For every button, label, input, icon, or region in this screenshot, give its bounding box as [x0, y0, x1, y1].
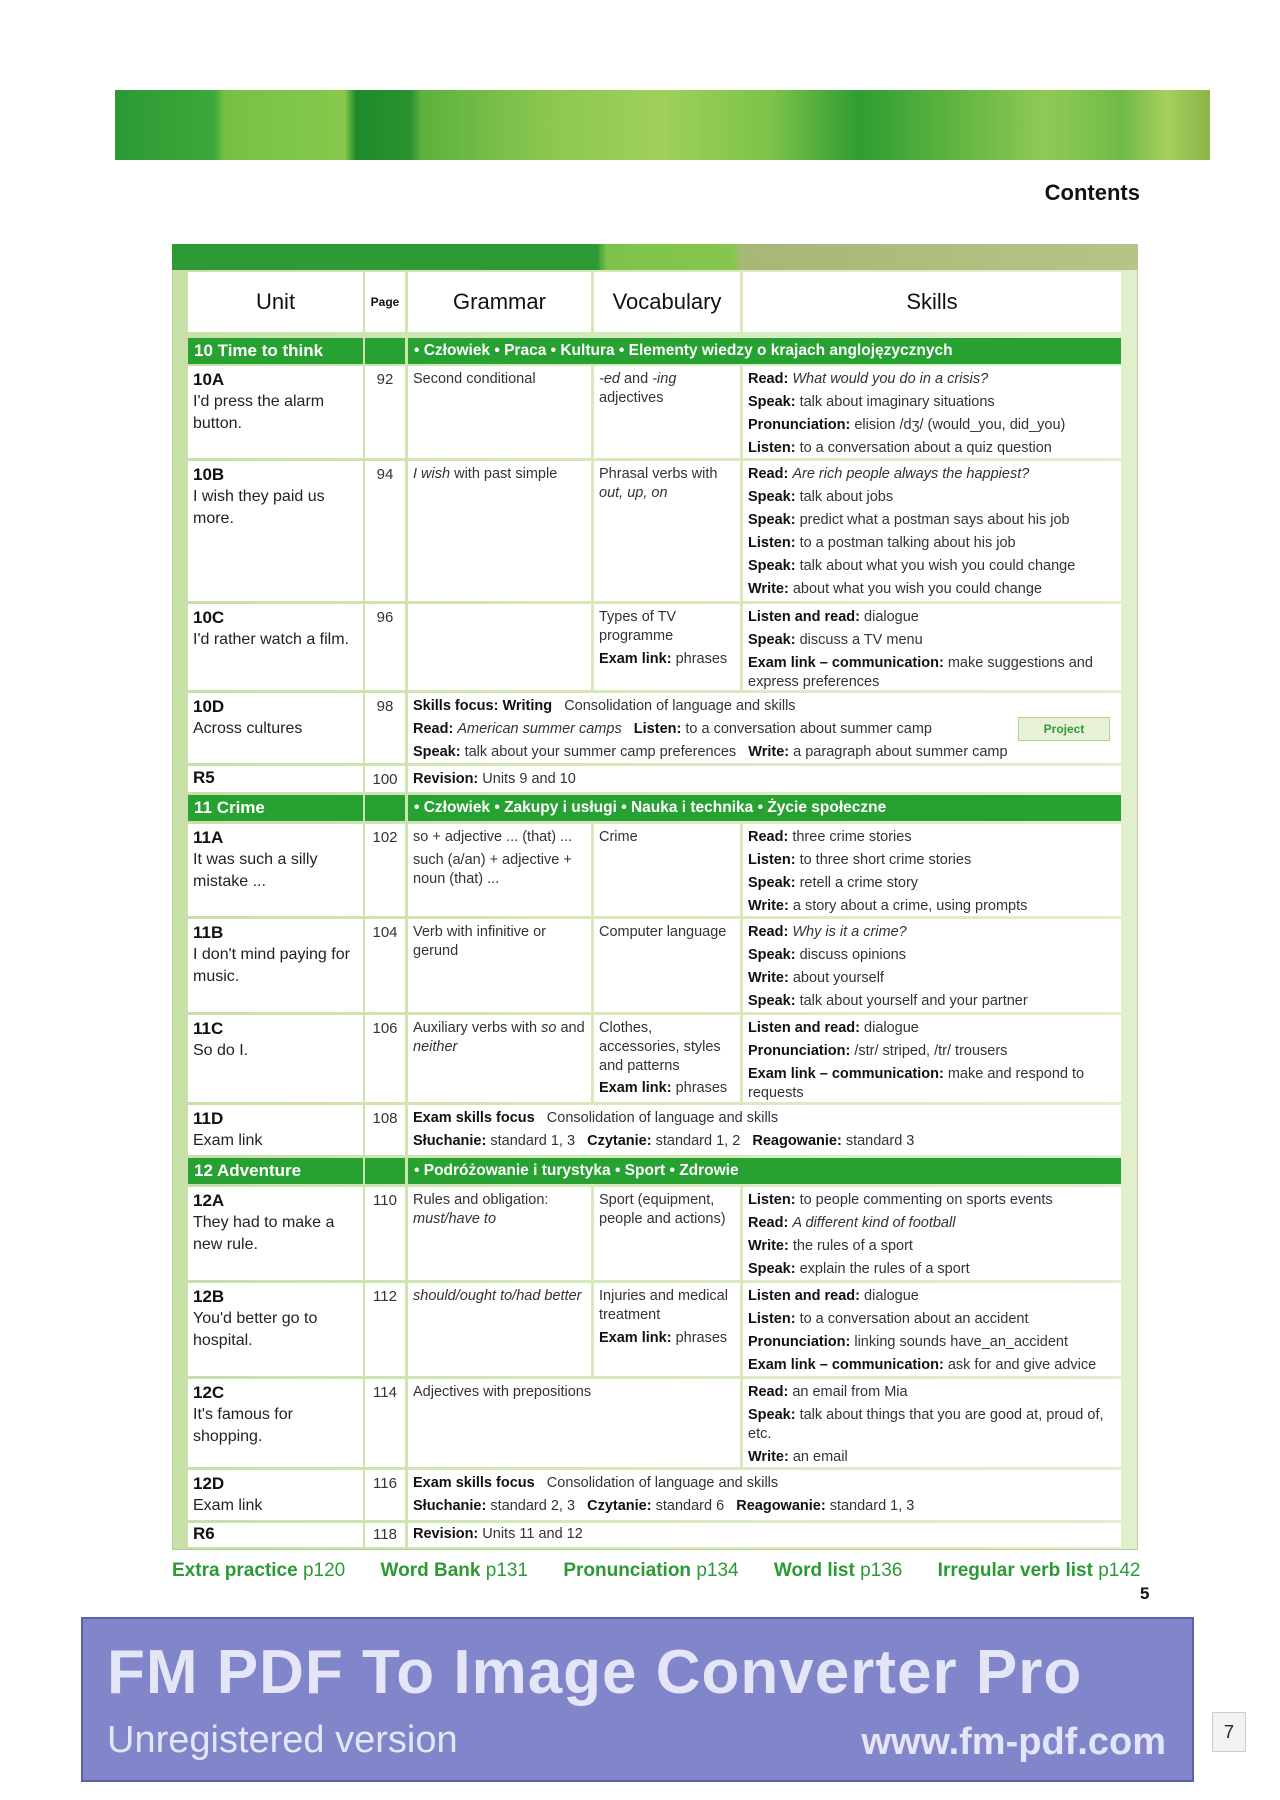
skill-label: Speak: [748, 875, 796, 891]
unit-title: You'd better go to hospital. [193, 1310, 318, 1349]
skill-label: Reagowanie: [736, 1498, 826, 1514]
skill-text: /str/ striped, /tr/ trousers [854, 1043, 1008, 1059]
skill-text: discuss opinions [799, 947, 906, 963]
watermark-title: FM PDF To Image Converter Pro [107, 1638, 1083, 1707]
skill-text: A different kind of football [792, 1215, 956, 1231]
skill-label: Read: [748, 1215, 789, 1231]
skill-label: Write: [748, 1238, 789, 1254]
unit-code: 10D [193, 697, 225, 716]
skill-line [748, 631, 1116, 650]
skill-line [748, 969, 1116, 988]
unit-code: 12C [193, 1383, 225, 1402]
footer-links [172, 1560, 1155, 1582]
skill-text: talk about yourself and your partner [799, 993, 1028, 1009]
skill-label: Exam link – communication: [748, 1357, 944, 1373]
skill-line [748, 488, 1116, 507]
grammar-text: Rules and obligation: [413, 1192, 549, 1208]
grammar-cell [408, 1283, 591, 1376]
skills-focus-line [413, 743, 1116, 762]
page-number-cell[interactable]: 106 [365, 1015, 405, 1102]
vocabulary-cell [594, 1283, 740, 1376]
skill-text: dialogue [864, 1020, 919, 1036]
skill-line [748, 580, 1116, 599]
skill-line [748, 370, 1116, 389]
footer-link-pronunciation[interactable] [563, 1560, 753, 1581]
skill-line [748, 511, 1116, 530]
skill-line [748, 946, 1116, 965]
project-tag[interactable]: Project [1018, 717, 1110, 741]
unit-cell [188, 766, 363, 792]
skill-label: Speak: [748, 947, 796, 963]
skill-line [748, 897, 1116, 916]
skill-line [748, 1333, 1116, 1352]
skill-label: Write: [748, 744, 790, 760]
section-page-spacer [365, 795, 405, 821]
skill-label: Read: [748, 829, 789, 845]
vocab-text: Types of TV programme [599, 609, 677, 644]
skill-text: Are rich people always the happiest? [792, 466, 1030, 482]
skill-label: Speak: [748, 632, 796, 648]
skill-label: Read: [748, 1384, 789, 1400]
skill-text: talk about jobs [799, 489, 894, 505]
unit-cell [188, 461, 363, 601]
skill-label: Listen: [748, 852, 796, 868]
skill-label: Listen: [748, 535, 796, 551]
exam-skills-cell [408, 1470, 1121, 1520]
revision-label: Revision: [413, 771, 479, 787]
decorative-green-banner [115, 90, 1210, 160]
unit-cell [188, 1283, 363, 1376]
section-themes-12: • Podróżowanie i turystyka • Sport • Zdrowie [408, 1158, 1121, 1184]
unit-code: 10B [193, 465, 225, 484]
skill-text: three crime stories [792, 829, 912, 845]
skills-cell [743, 604, 1121, 690]
exam-skills-line [413, 1497, 1116, 1516]
skill-line [748, 1383, 1116, 1402]
skills-focus-line [413, 720, 1116, 739]
skill-text: make suggestions and express preferences [748, 655, 1093, 690]
page-number-cell[interactable]: 114 [365, 1379, 405, 1467]
column-header-page: Page [365, 272, 405, 332]
skills-focus-label: Skills focus: Writing [413, 698, 553, 714]
skill-line [748, 828, 1116, 847]
skills-focus-line [413, 697, 1116, 716]
skill-line [748, 1287, 1116, 1306]
unit-title: I'd press the alarm button. [193, 393, 325, 432]
vocab-text: Phrasal verbs with [599, 466, 718, 482]
skill-text: the rules of a sport [792, 1238, 913, 1254]
skill-text: about yourself [792, 970, 884, 986]
skill-text: talk about your summer camp preferences [464, 744, 737, 760]
grammar-cell: Adjectives with prepositions [408, 1379, 740, 1467]
skill-label: Czytanie: [587, 1498, 652, 1514]
unit-cell [188, 1470, 363, 1520]
footer-link-label: Word Bank [380, 1560, 481, 1581]
skill-text: Why is it a crime? [792, 924, 907, 940]
unit-title: I wish they paid us more. [193, 488, 325, 527]
skill-text: to three short crime stories [799, 852, 972, 868]
vocab-text: adjectives [599, 390, 664, 406]
unit-cell [188, 604, 363, 690]
column-header-skills: Skills [743, 272, 1121, 332]
exam-link-line [599, 650, 735, 669]
unit-cell [188, 1379, 363, 1467]
skill-line [748, 1019, 1116, 1038]
skill-text: standard 1, 3 [829, 1498, 915, 1514]
unit-cell [188, 366, 363, 458]
page-number-cell[interactable]: 116 [365, 1470, 405, 1520]
skill-text: a story about a crime, using prompts [792, 898, 1028, 914]
skill-line [748, 1406, 1116, 1444]
unit-code: 11C [193, 1019, 224, 1038]
vocabulary-cell [594, 366, 740, 458]
grammar-cell [408, 824, 591, 916]
column-header-grammar: Grammar [408, 272, 591, 332]
grammar-cell [408, 604, 591, 690]
skill-line [748, 465, 1116, 484]
footer-link-label: Pronunciation [563, 1560, 692, 1581]
unit-code: R6 [193, 1524, 215, 1543]
page-number-cell[interactable]: 98 [365, 693, 405, 763]
page-number-cell[interactable]: 110 [365, 1187, 405, 1280]
skill-text: dialogue [864, 609, 919, 625]
skill-label: Pronunciation: [748, 1043, 851, 1059]
page-number-cell[interactable]: 112 [365, 1283, 405, 1376]
page-number-cell[interactable]: 92 [365, 366, 405, 458]
skill-label: Speak: [748, 1261, 796, 1277]
skill-text: to a postman talking about his job [799, 535, 1016, 551]
grammar-term: should/ought to/had better [413, 1288, 582, 1304]
unit-cell [188, 1015, 363, 1102]
skill-label: Listen: [748, 1311, 796, 1327]
skill-text: standard 6 [655, 1498, 725, 1514]
unit-title: I don't mind paying for music. [193, 946, 350, 985]
skills-cell [743, 919, 1121, 1012]
skill-text: an email [792, 1449, 848, 1465]
skill-line [748, 1310, 1116, 1329]
skill-line [748, 874, 1116, 893]
grammar-cell: Verb with infinitive or gerund [408, 919, 591, 1012]
skill-text: linking sounds have_an_accident [854, 1334, 1068, 1350]
unit-code: 11D [193, 1109, 224, 1128]
grammar-cell: Second conditional [408, 366, 591, 458]
grammar-term: so [541, 1020, 557, 1036]
skills-focus-text: Consolidation of language and skills [564, 698, 796, 714]
skill-line [748, 393, 1116, 412]
vocabulary-cell [594, 461, 740, 601]
skill-label: Write: [748, 581, 789, 597]
skill-label: Speak: [748, 1407, 796, 1423]
footer-link-label: Word list [773, 1560, 855, 1581]
page-number-cell[interactable]: 94 [365, 461, 405, 601]
grammar-text: and [556, 1020, 585, 1036]
unit-code: 12A [193, 1191, 225, 1210]
grammar-text: so + adjective ... (that) ... [413, 829, 573, 845]
skill-label: Write: [748, 970, 789, 986]
watermark-subtitle: Unregistered version [107, 1719, 458, 1761]
unit-cell [188, 824, 363, 916]
skill-label: Listen and read: [748, 1288, 860, 1304]
grammar-text: with past simple [450, 466, 558, 482]
exam-skills-label: Exam skills focus [413, 1475, 535, 1491]
skill-text: discuss a TV menu [799, 632, 923, 648]
vocab-text: Clothes, accessories, styles and patterns [599, 1020, 721, 1074]
skill-line [748, 1065, 1116, 1103]
vocab-term: out, up, on [599, 485, 668, 501]
skill-line [748, 1214, 1116, 1233]
revision-cell [408, 1523, 1121, 1547]
skill-label: Pronunciation: [748, 1334, 851, 1350]
skill-text: talk about things that you are good at, proud of, etc. [748, 1407, 1104, 1442]
grammar-cell [408, 1187, 591, 1280]
page-number-cell[interactable]: 100 [365, 766, 405, 792]
unit-code: R5 [193, 768, 215, 787]
grammar-term: neither [413, 1039, 458, 1055]
skill-label: Read: [413, 721, 454, 737]
skill-label: Speak: [413, 744, 461, 760]
pdf-page-indicator: 7 [1212, 1712, 1246, 1752]
revision-text: Units 11 and 12 [482, 1526, 583, 1542]
footer-link-word-list[interactable] [774, 1560, 918, 1581]
grammar-term: I wish [413, 466, 451, 482]
unit-title: So do I. [193, 1042, 249, 1059]
grammar-cell [408, 1015, 591, 1102]
exam-skills-line [413, 1474, 1116, 1493]
skill-text: What would you do in a crisis? [792, 371, 989, 387]
exam-skills-line [413, 1132, 1116, 1151]
table-top-strip [172, 244, 1138, 270]
skill-line [748, 1191, 1116, 1210]
skill-text: an email from Mia [792, 1384, 908, 1400]
unit-code: 12D [193, 1474, 225, 1493]
exam-link-text: phrases [675, 1080, 728, 1096]
page-number-cell[interactable]: 118 [365, 1523, 405, 1547]
section-title-11: 11 Crime [188, 795, 363, 821]
skill-label: Listen and read: [748, 609, 860, 625]
skills-cell [743, 461, 1121, 601]
skill-label: Read: [748, 924, 789, 940]
skill-text: standard 1, 3 [490, 1133, 576, 1149]
skill-label: Słuchanie: [413, 1133, 487, 1149]
skill-label: Write: [748, 1449, 789, 1465]
vocabulary-cell [594, 1015, 740, 1102]
skill-label: Exam link – communication: [748, 1066, 944, 1082]
unit-title: It was such a silly mistake ... [193, 851, 318, 890]
skills-cell [743, 824, 1121, 916]
exam-link-text: phrases [675, 651, 728, 667]
grammar-term: must/have to [413, 1211, 497, 1227]
vocabulary-cell: Computer language [594, 919, 740, 1012]
unit-title: It's famous for shopping. [193, 1406, 293, 1445]
skill-line [748, 439, 1116, 458]
grammar-text: such (a/an) + adjective + noun (that) ... [413, 852, 572, 887]
footer-link-page: p131 [485, 1560, 529, 1581]
exam-skills-text: Consolidation of language and skills [546, 1110, 779, 1126]
vocab-text: Injuries and medical treatment [599, 1288, 728, 1323]
skill-line [748, 992, 1116, 1011]
page-number-cell[interactable]: 104 [365, 919, 405, 1012]
exam-skills-cell [408, 1105, 1121, 1155]
skill-line [748, 1237, 1116, 1256]
skill-line [748, 1448, 1116, 1467]
skill-label: Read: [748, 371, 789, 387]
skill-text: explain the rules of a sport [799, 1261, 970, 1277]
unit-code: 11B [193, 923, 224, 942]
watermark-url[interactable]: www.fm-pdf.com [861, 1721, 1166, 1763]
unit-cell [188, 1105, 363, 1155]
section-page-spacer [365, 1158, 405, 1184]
grammar-text: Auxiliary verbs with [413, 1020, 542, 1036]
skill-line [748, 1260, 1116, 1279]
vocab-term: -ing [652, 371, 677, 387]
skill-label: Speak: [748, 558, 796, 574]
exam-skills-label: Exam skills focus [413, 1110, 535, 1126]
vocabulary-cell: Crime [594, 824, 740, 916]
exam-skills-text: Consolidation of language and skills [546, 1475, 779, 1491]
skill-label: Listen: [633, 721, 682, 737]
page-number-cell[interactable]: 108 [365, 1105, 405, 1155]
grammar-cell [408, 461, 591, 601]
skill-label: Read: [748, 466, 789, 482]
exam-skills-line [413, 1109, 1116, 1128]
footer-link-irregular-verb-list[interactable] [938, 1560, 1156, 1581]
skill-line [748, 608, 1116, 627]
skill-label: Listen: [748, 1192, 796, 1208]
footer-link-page: p142 [1098, 1560, 1141, 1581]
footer-link-label: Extra practice [172, 1560, 298, 1581]
skills-cell [743, 1379, 1121, 1467]
revision-text: Units 9 and 10 [482, 771, 576, 787]
exam-link-line [599, 1329, 735, 1348]
section-title-10: 10 Time to think [188, 338, 363, 364]
unit-title: I'd rather watch a film. [193, 631, 349, 648]
skill-text: a paragraph about summer camp [793, 744, 1008, 760]
skill-line [748, 416, 1116, 435]
page-number: 5 [1140, 1584, 1150, 1603]
unit-cell [188, 693, 363, 763]
skill-label: Speak: [748, 993, 796, 1009]
skill-text: predict what a postman says about his job [799, 512, 1070, 528]
skill-text: standard 3 [845, 1133, 915, 1149]
skill-label: Exam link – communication: [748, 655, 944, 671]
footer-link-extra-practice[interactable] [172, 1560, 360, 1581]
unit-title: Exam link [193, 1132, 263, 1149]
unit-code: 12B [193, 1287, 225, 1306]
skill-text: about what you wish you could change [792, 581, 1042, 597]
vocabulary-cell: Sport (equipment, people and actions) [594, 1187, 740, 1280]
skill-line [748, 1042, 1116, 1061]
skill-label: Speak: [748, 512, 796, 528]
skill-text: dialogue [864, 1288, 919, 1304]
section-page-spacer [365, 338, 405, 364]
unit-cell [188, 1187, 363, 1280]
exam-link-label: Exam link: [599, 651, 672, 667]
vocab-text: and [619, 371, 653, 387]
skill-label: Pronunciation: [748, 417, 851, 433]
skill-label: Słuchanie: [413, 1498, 487, 1514]
skill-text: talk about what you wish you could change [799, 558, 1076, 574]
exam-link-label: Exam link: [599, 1330, 672, 1346]
skill-text: elision /dʒ/ (would_you, did_you) [854, 417, 1066, 433]
revision-label: Revision: [413, 1526, 479, 1542]
column-header-unit: Unit [188, 272, 363, 332]
section-themes-11: • Człowiek • Zakupy i usługi • Nauka i technika • Życie społeczne [408, 795, 1121, 821]
skill-line [748, 654, 1116, 692]
footer-link-word-bank[interactable] [381, 1560, 544, 1581]
skill-text: make and respond to requests [748, 1066, 1085, 1101]
vocab-term: -ed [599, 371, 620, 387]
skill-line [748, 1356, 1116, 1375]
skill-text: talk about imaginary situations [799, 394, 995, 410]
unit-cell [188, 919, 363, 1012]
unit-title: They had to make a new rule. [193, 1214, 335, 1253]
skill-line [748, 923, 1116, 942]
footer-link-page: p136 [860, 1560, 903, 1581]
skill-line [748, 851, 1116, 870]
exam-link-text: phrases [675, 1330, 728, 1346]
vocabulary-cell [594, 604, 740, 690]
skill-label: Listen and read: [748, 1020, 860, 1036]
page-title: Contents [1044, 180, 1140, 205]
watermark-banner [81, 1617, 1194, 1782]
page-number-cell[interactable]: 102 [365, 824, 405, 916]
skill-text: to a conversation about summer camp [685, 721, 932, 737]
skill-label: Czytanie: [587, 1133, 652, 1149]
skill-label: Speak: [748, 489, 796, 505]
section-themes-10: • Człowiek • Praca • Kultura • Elementy wiedzy o krajach anglojęzycznych [408, 338, 1121, 364]
skill-line [748, 534, 1116, 553]
skill-text: standard 1, 2 [655, 1133, 741, 1149]
footer-link-page: p120 [302, 1560, 346, 1581]
unit-code: 10A [193, 370, 225, 389]
page-number-cell[interactable]: 96 [365, 604, 405, 690]
unit-title: Exam link [193, 1497, 263, 1514]
revision-cell [408, 766, 1121, 792]
skill-text: to a conversation about a quiz question [799, 440, 1052, 456]
skill-text: to a conversation about an accident [799, 1311, 1029, 1327]
column-header-vocabulary: Vocabulary [594, 272, 740, 332]
skills-focus-cell [408, 693, 1121, 763]
skill-text: ask for and give advice [947, 1357, 1097, 1373]
skill-label: Speak: [748, 394, 796, 410]
skills-cell [743, 1015, 1121, 1102]
footer-link-label: Irregular verb list [937, 1560, 1093, 1581]
unit-cell [188, 1523, 363, 1547]
skills-cell [743, 1283, 1121, 1376]
skill-line [748, 557, 1116, 576]
skill-label: Reagowanie: [752, 1133, 842, 1149]
exam-link-label: Exam link: [599, 1080, 672, 1096]
skills-cell [743, 1187, 1121, 1280]
skill-label: Listen: [748, 440, 796, 456]
skill-label: Write: [748, 898, 789, 914]
unit-title: Across cultures [193, 720, 303, 737]
unit-code: 10C [193, 608, 225, 627]
skill-text: retell a crime story [799, 875, 919, 891]
footer-link-page: p134 [696, 1560, 739, 1581]
unit-code: 11A [193, 828, 224, 847]
skills-cell [743, 366, 1121, 458]
exam-link-line [599, 1079, 735, 1098]
skill-text: American summer camps [457, 721, 622, 737]
section-title-12: 12 Adventure [188, 1158, 363, 1184]
skill-text: to people commenting on sports events [799, 1192, 1053, 1208]
skill-text: standard 2, 3 [490, 1498, 576, 1514]
